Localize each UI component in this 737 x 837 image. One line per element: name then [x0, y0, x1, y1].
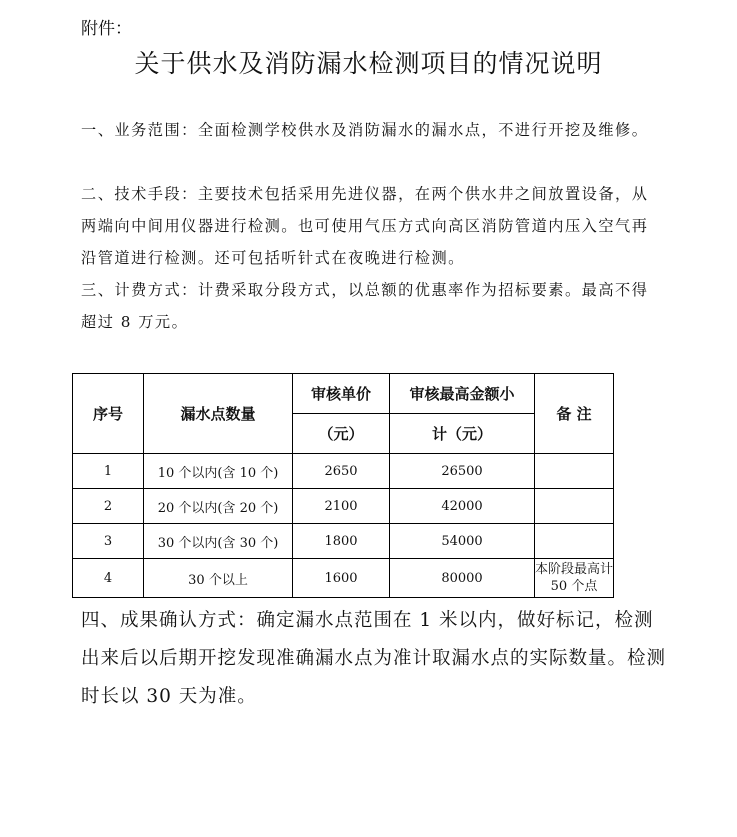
- header-leak-count: 漏水点数量: [144, 374, 293, 454]
- header-max-amount: 审核最高金额小: [390, 374, 535, 414]
- cell-note: 本阶段最高计 50 个点: [535, 559, 614, 598]
- cell-max: 54000: [390, 524, 535, 559]
- header-unit-price: 审核单价: [293, 374, 390, 414]
- table-row: [73, 524, 614, 559]
- cell-price: 2100: [293, 489, 390, 524]
- table-header-row: [73, 374, 614, 414]
- cell-price: 2650: [293, 454, 390, 489]
- header-unit-price-unit: （元）: [293, 414, 390, 454]
- document-title: 关于供水及消防漏水检测项目的情况说明: [134, 49, 603, 78]
- table-row: [73, 559, 614, 598]
- attachment-label: 附件：: [81, 19, 132, 39]
- cell-max: 80000: [390, 559, 535, 598]
- header-max-amount-unit: 计（元）: [390, 414, 535, 454]
- header-note: 备 注: [535, 374, 614, 454]
- cell-count: 30 个以内(含 30 个): [144, 524, 293, 559]
- cell-count: 30 个以上: [144, 559, 293, 598]
- cell-note: [535, 454, 614, 489]
- cell-seq: 1: [73, 454, 144, 489]
- cell-max: 42000: [390, 489, 535, 524]
- section-result-confirmation: 四、成果确认方式：确定漏水点范围在 1 米以内，做好标记，检测出来后以后期开挖发现准确漏水点为准计取漏水点的实际数量。检测时长以 30 天为准。: [81, 610, 667, 707]
- cell-note: [535, 489, 614, 524]
- cell-count: 20 个以内(含 20 个): [144, 489, 293, 524]
- fee-table: [72, 373, 614, 598]
- table-row: [73, 454, 614, 489]
- section-billing-method: 三、计费方式：计费采取分段方式，以总额的优惠率作为招标要素。最高不得超过 8 万元。: [81, 281, 649, 331]
- cell-seq: 4: [73, 559, 144, 598]
- cell-price: 1800: [293, 524, 390, 559]
- cell-note: [535, 524, 614, 559]
- cell-count: 10 个以内(含 10 个): [144, 454, 293, 489]
- section-business-scope: 一、业务范围：全面检测学校供水及消防漏水的漏水点，不进行开挖及维修。: [81, 121, 649, 139]
- header-seq: 序号: [73, 374, 144, 454]
- table-row: [73, 489, 614, 524]
- section-technical-means: 二、技术手段：主要技术包括采用先进仪器，在两个供水井之间放置设备，从两端向中间用仪器进行检测。也可使用气压方式向高区消防管道内压入空气再沿管道进行检测。还可包括听针式在夜晚进行检测。: [81, 185, 649, 267]
- cell-seq: 2: [73, 489, 144, 524]
- cell-price: 1600: [293, 559, 390, 598]
- cell-seq: 3: [73, 524, 144, 559]
- cell-max: 26500: [390, 454, 535, 489]
